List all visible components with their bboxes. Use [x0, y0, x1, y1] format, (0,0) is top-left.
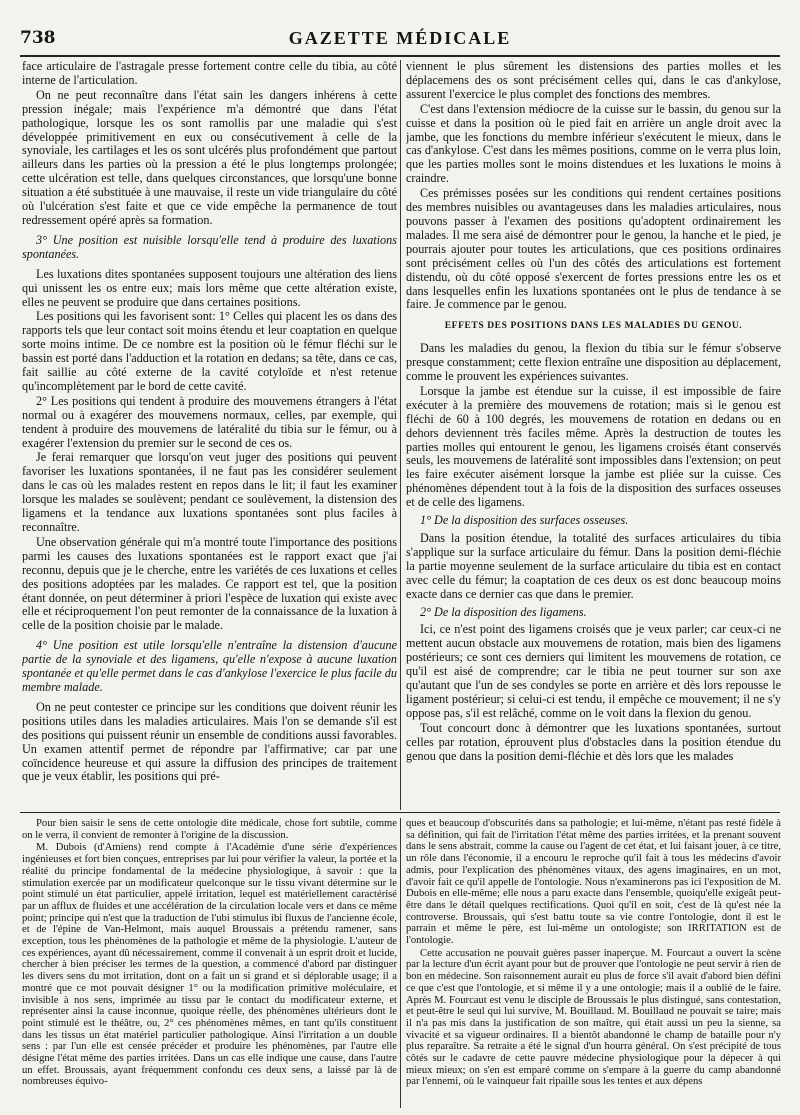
paragraph: C'est dans l'extension médiocre de la cuisse sur le bassin, du genou sur la cuisse et dans la position où le pied fait en arrière un angle droit avec la jambe, que les fonctions du membre inférieur s'exécutent le mieux, dans le cas d'ankylose. C'est dans les mêmes positions, comme on le verra plus loin, que les parties molles sont le moins distendues et les luxations le moins à craindre.	[406, 101, 781, 186]
paragraph: viennent le plus sûrement les distensions des parties molles et les déplacemens des os sont précisément celles qui, dans le cas d'ankylose, assurent l'exercice le plus complet des fonctions des membres.	[406, 60, 781, 101]
feuilleton-left-column	[22, 818, 397, 1108]
paragraph: Les luxations dites spontanées supposent toujours une altération des liens qui unissent les os entre eux; mais lors même que cette altération existe, elles ne peuvent se produire que dans certaines positions.	[22, 266, 397, 309]
subsection-heading: 1° De la disposition des surfaces osseuses.	[420, 513, 629, 528]
subsection-heading: 2° De la disposition des ligamens.	[420, 604, 587, 619]
header-rule	[20, 55, 780, 57]
paragraph: 2° Les positions qui tendent à produire des mouvemens étrangers à l'état normal ou à exagérer des mouvemens normaux, celles, par exemple, qui tendent à produire des mouvemens de latéralité du tibia sur le fémur, ou à exagérer l'extension du premier sur le second de ces os.	[22, 393, 397, 450]
paragraph: Dans les maladies du genou, la flexion du tibia sur le fémur s'observe presque constamment; cette flexion entraîne une disposition au déplacement, comme le prouvent les expériences suivantes.	[406, 341, 781, 384]
paragraph: Ici, ce n'est point des ligamens croisés que je veux parler; car ceux-ci ne mettent aucun obstacle aux mouvemens de rotation, mais bien des ligamens postérieurs; ce sont ces derniers qui limitent les mouvemens de rotation, ce qu'il est aisé de comprendre; car le tibia ne peut tourner sur son axe qu'autant que l'un de ses condyles se porte en arrière et dès lors repousse le ligament postérieur; si celui-ci est tendu, il empêche ce mouvement; il ne s'y oppose pas, s'il est relâché, comme on le voit dans la flexion du genou.	[406, 622, 781, 720]
section-heading: EFFETS DES POSITIONS DANS LES MALADIES DU GENOU.	[444, 321, 743, 332]
page-number: 738	[20, 28, 56, 48]
paragraph: ques et beaucoup d'obscurités dans sa pathologie; et lui-même, n'étant pas resté fidèle à sa définition, qui fait de l'irritation l'état même des parties irritées, et la prenant souvent dans le sens abstrait, comme la cause ou l'agent de cet état, et lui faisant jouer, à ce titre, un rôle dans l'économie, il a encouru le reproche qu'il fait à tous les médecins d'avoir admis, pour l'explication des phénomènes vitaux, des agens imaginaires, en un mot, d'avoir fait ce qu'il appelle de l'ontologie. Nous n'examinerons pas ici l'exposition de M. Dubois en elle-même; elle nous a paru exacte dans l'ensemble, quoiqu'elle exigeât peut-être dans le détail quelques rectifications. Quoi qu'il en soit, c'est de là qu'est née la controverse. Broussais, qui s'est battu toute sa vie contre l'ontologie, dont il est le parrain et même le père, est lui-même un ontologiste; son IRRITATION est de l'ontologie.	[406, 818, 781, 947]
paragraph: Les positions qui les favorisent sont: 1° Celles qui placent les os dans des rapports tels que leur contact soit moins étendu et leur coaptation en quelque sorte moins intime. De ce nombre est la position où le fémur fléchi sur le bassin est porté dans l'adduction et la rotation en dedans; sa tête, dans ce cas, fait saillie au côté externe de la cavité cotyloïde et n'est retenue qu'incomplètement par le bord de cette cavité.	[22, 309, 397, 393]
paragraph: M. Dubois (d'Amiens) rend compte à l'Académie d'une série d'expériences ingénieuses et fort bien conçues, entreprises par lui pour vérifier la valeur, la portée et la réalité du principe fondamental de la médecine physiologique, à savoir : que la stimulation exercée par un modificateur quelconque sur le tissu vivant détermine sur le point stimulé un état particulier, appelé irritation, lequel est matériellement caractérisé par un afflux de fluides et une accélération de la circulation locale vers et dans ce même point; principe qui n'est que la traduction de l'ubi stimulus ibi fluxus de l'ancienne école, et de l'épine de Van-Helmont, mais auquel Broussais a prétendu ramener, sans exception, tous les phénomènes de la pathologie et même de la physiologie. L'auteur de ces expériences, ayant dû nécessairement, comme il convenait à un esprit droit et lucide, chercher à bien préciser les termes de la question, a commencé d'abord par distinguer les divers sens du mot irritation, dont on a fait un si grand et si déplorable usage; il a montré que ce mot pouvait désigner 1° ou la modification primitive moléculaire, et invisible à nos sens, imprimée au tissu par le contact du modificateur externe, et représenter ainsi la cause inconnue, quoique réelle, des phénomènes ultérieurs dont le point stimulé est le théâtre, ou, 2° ces phénomènes mêmes, en tant qu'ils constituent dans les tissus un état matériel particulier pathologique. Ainsi l'irritation a un double sens : par l'un elle est censée précéder et produire les phénomènes, par l'autre elle désigne l'état même des parties irritées. Dans un cas elle indique une cause, dans l'autre un effet. Broussais, ayant fréquemment confondu ces deux sens, a laissé par là de nombreuses équivo-	[22, 842, 397, 1088]
paragraph: On ne peut reconnaître dans l'état sain les dangers inhérens à cette pression inégale; mais l'expérience m'a démontré que dans l'état pathologique, lorsque les os sont ramollis par une maladie qui s'est développée primitivement en eux ou consécutivement à celle de la synoviale, les cartilages et les os sont ulcérés plus profondément que partout ailleurs dans les parties où la pression a été le plus longtemps prolongée; cette ulcération est telle, dans quelques circonstances, que lorsqu'une bonne situation a été substituée à une mauvaise, il reste un vide triangulaire du côté où l'ulcération s'est faite et que ce vide empêche la permanence de tout redressement opéré après sa formation.	[22, 87, 397, 227]
page-header	[20, 28, 780, 52]
journal-title: GAZETTE MÉDICALE	[288, 28, 512, 48]
paragraph: Je ferai remarquer que lorsqu'on veut juger des positions qui peuvent favoriser les luxations spontanées, il ne faut pas les considérer seulement dans le cas où les malades restent en repos dans le lit; il faut les examiner lorsque les malades se soulèvent; pendant ce soulèvement, la distension des ligamens et la tendance aux luxations spontanées sont plus faciles à reconnaître.	[22, 450, 397, 534]
article-right-column	[406, 60, 781, 810]
principle-heading: 4° Une position est utile lorsqu'elle n'entraîne la distension d'aucune partie de la synoviale et des ligamens, qu'elle n'expose à aucune luxation spontanée et qu'elle permet dans le cas d'ankylose l'exercice le plus facile du membre malade.	[22, 638, 397, 694]
paragraph: Tout concourt donc à démontrer que les luxations spontanées, surtout celles par rotation, éprouvent plus d'obstacles dans la position étendue du genou que dans la position demi-fléchie et dès lors que les malades	[406, 720, 781, 763]
feuilleton-rule	[20, 812, 780, 813]
paragraph: Cette accusation ne pouvait guères passer inaperçue. M. Fourcaut a ouvert la scène par la lecture d'un écrit ayant pour but de prouver que l'ontologie ne peut servir à rien de bon en médecine. Son raisonnement aurait eu plus de force s'il avait d'abord bien défini ce que c'est que l'ontologie, et si même il y a une ontologie; mais il a oublié de le faire. Après M. Fourcaut est venu le disciple de Broussais le plus distingué, sans contestation, et peut-être le seul qui lui survive, M. Bouillaud. M. Bouillaud ne pouvait se taire; mais il n'a pas mis dans la justification de son maître, qui était aussi un peu la sienne, sa vivacité et sa vigueur ordinaires. Il a bientôt abandonné le champ de bataille pour n'y plus reparaître. Sa retraite a été le signal d'un hourra général. On s'est précipité de tous côtés sur le cadavre de cette pauvre médecine physiologique pour la dépecer à qui mieux mieux; on s'en est emparé comme on s'empare à la guerre du camp abandonné par l'ennemi, où le vainqueur fait ripaille sous les tentes et aux dépens	[406, 947, 781, 1088]
paragraph: Pour bien saisir le sens de cette ontologie dite médicale, chose fort subtile, comme on le verra, il convient de remonter à l'origine de la discussion.	[22, 818, 397, 841]
principle-heading: 3° Une position est nuisible lorsqu'elle tend à produire des luxations spontanées.	[22, 232, 397, 261]
feuilleton-divider	[400, 818, 401, 1108]
article-left-column	[22, 60, 397, 810]
paragraph: Ces prémisses posées sur les conditions qui rendent certaines positions des membres nuisibles ou avantageuses dans les maladies articulaires, nous pouvons passer à l'examen des positions qu'adoptent ordinairement les malades. Il me sera aisé de démontrer pour le genou, la hanche et le pied, je pourrais ajouter pour toutes les articulations, que ces positions ordinaires sont précisément celles où l'un des côtés des articulations est fortement distendu, où du côté opposé s'exercent de fortes pressions entre les os et dans lesquelles enfin les luxations spontanées ont le plus de tendance à se faire. Je commence par le genou.	[406, 186, 781, 312]
feuilleton-right-column	[406, 818, 781, 1108]
paragraph: face articulaire de l'astragale presse fortement contre celle du tibia, au côté interne de l'articulation.	[22, 60, 397, 87]
paragraph: Une observation générale qui m'a montré toute l'importance des positions parmi les causes des luxations spontanées est le rapport exact que j'ai reconnu, depuis que je le cherche, entre les variétés de ces luxations et celles des positions adoptées par les malades. Ce rapport est tel, que la position étant donnée, on peut déterminer à priori l'espèce de luxation qui existe avec elle et réciproquement l'on peut remonter de la connaissance de la luxation à celle de la position choisie par le malade.	[22, 534, 397, 633]
paragraph: Dans la position étendue, la totalité des surfaces articulaires du tibia s'applique sur la surface articulaire du fémur. Dans la position demi-fléchie la partie moyenne seulement de la surface articulaire du tibia est en contact avec celle du fémur; la coaptation de ces deux os est donc beaucoup moins exacte dans ce dernier cas que dans le premier.	[406, 531, 781, 601]
column-divider	[400, 60, 401, 810]
paragraph: On ne peut contester ce principe sur les conditions que doivent réunir les positions utiles dans les maladies articulaires. Mais l'on se demande s'il est des positions qui puissent réunir un ensemble de conditions aussi favorables. Un examen attentif permet de répondre par l'affirmative; car par une coïncidence heureuse et qui assure la diffusion des principes de traitement que je veux établir, les positions qui pré-	[22, 699, 397, 784]
paragraph: Lorsque la jambe est étendue sur la cuisse, il est impossible de faire exécuter à la première des mouvemens de rotation; mais si le genou est fléchi de 60 à 100 degrés, les mouvemens de rotation en dedans ou en dehors deviennent très faciles même. Après la destruction de toutes les parties molles qui entourent le genou, les ligamens croisés étant conservés seuls, les mouvemens de latéralité sont impossibles dans l'extension; on peut les faire exécuter aisément lorsque la jambe est pliée sur la cuisse. Ces phénomènes dépendent tout à la fois de la disposition des surfaces osseuses et de celle des ligamens.	[406, 383, 781, 510]
